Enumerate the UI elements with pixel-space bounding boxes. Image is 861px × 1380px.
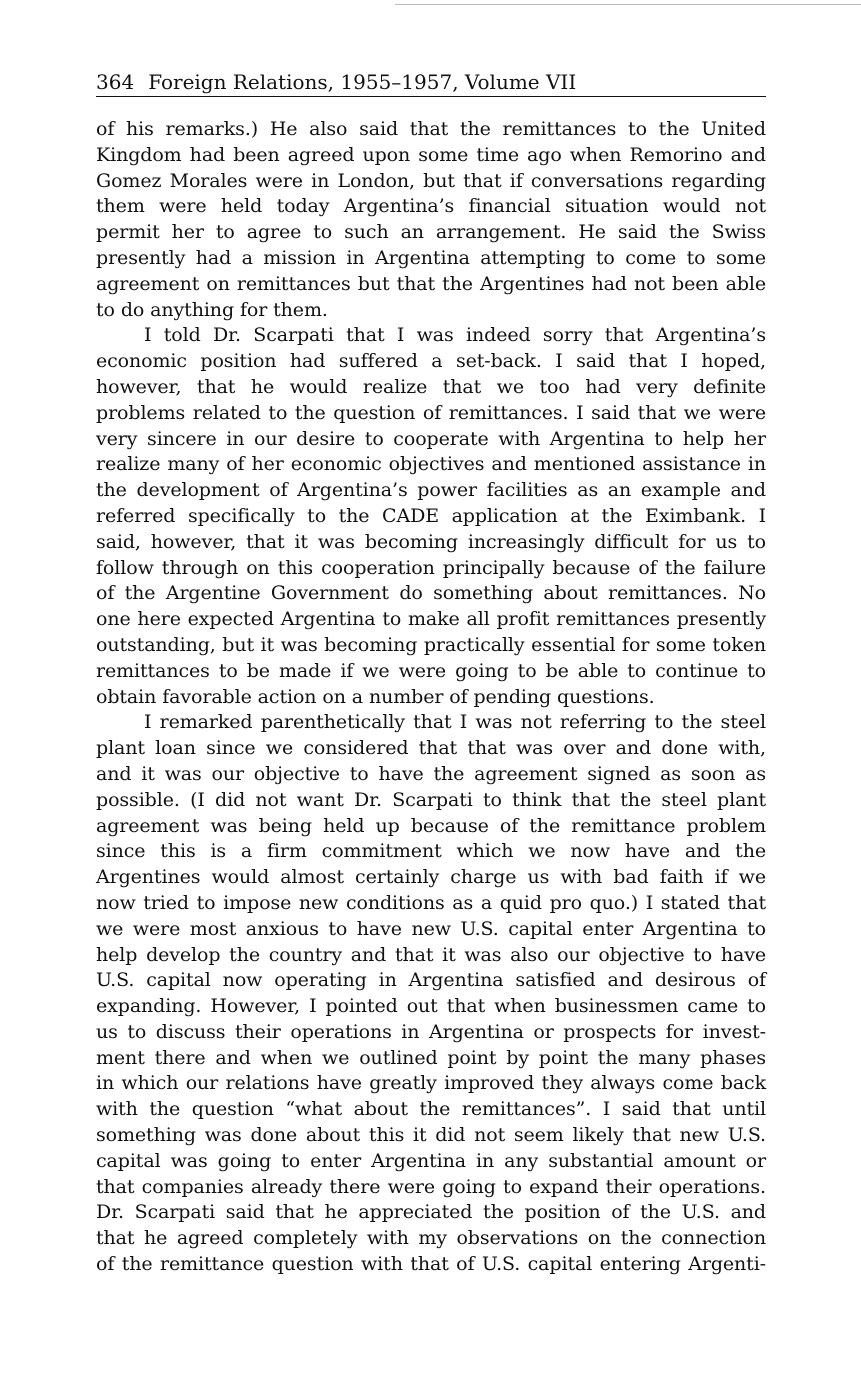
publication-title: Foreign Relations, 1955–1957, Volume VII: [148, 70, 577, 94]
text-line: we were most anxious to have new U.S. capital enter Argentina to: [96, 917, 766, 940]
text-line: presently had a mission in Argentina attempting to come to some: [96, 246, 766, 269]
text-line: agreement was being held up because of the remittance problem: [96, 814, 766, 837]
text-line: however, that he would realize that we too had very definite: [96, 375, 766, 398]
text-line: the development of Argentina’s power facilities as an example and: [96, 479, 766, 502]
text-line: help develop the country and that it was also our objective to have: [96, 943, 766, 966]
text-line: said, however, that it was becoming increasingly difficult for us to: [96, 530, 766, 553]
text-line: remittances to be made if we were going to be able to continue to: [96, 659, 766, 682]
text-line: in which our relations have greatly improved they always come back: [96, 1072, 766, 1095]
text-line: now tried to impose new conditions as a quid pro quo.) I stated that: [96, 891, 766, 914]
text-line: outstanding, but it was becoming practically essential for some token: [96, 633, 766, 656]
text-line: Gomez Morales were in London, but that if conversations regarding: [96, 169, 766, 192]
text-line: that companies already there were going to expand their operations.: [96, 1175, 766, 1198]
text-line: possible. (I did not want Dr. Scarpati to think that the steel plant: [96, 788, 766, 811]
text-line: I told Dr. Scarpati that I was indeed sorry that Argentina’s: [144, 324, 766, 347]
text-line: one here expected Argentina to make all profit remittances presently: [96, 608, 766, 631]
text-line: them were held today Argentina’s financial situation would not: [96, 195, 766, 218]
text-line: expanding. However, I pointed out that when businessmen came to: [96, 995, 766, 1018]
text-line: to do anything for them.: [96, 298, 328, 321]
text-line: realize many of her economic objectives and mentioned assistance in: [96, 453, 766, 476]
running-head: [96, 68, 766, 97]
text-line: since this is a firm commitment which we now have and the: [96, 840, 766, 863]
text-line: agreement on remittances but that the Argentines had not been able: [96, 272, 766, 295]
page-number: 364: [96, 70, 135, 94]
text-line: something was done about this it did not seem likely that new U.S.: [96, 1124, 766, 1147]
paragraph: [96, 323, 766, 710]
text-line: follow through on this cooperation principally because of the failure: [96, 556, 766, 579]
paragraph: [96, 117, 766, 323]
text-line: Argentines would almost certainly charge us with bad faith if we: [96, 866, 766, 889]
text-line: I remarked parenthetically that I was not referring to the steel: [144, 711, 766, 734]
text-line: of his remarks.) He also said that the remittances to the United: [96, 118, 766, 140]
text-line: referred specifically to the CADE application at the Eximbank. I: [96, 504, 766, 527]
text-line: of the Argentine Government do something about remittances. No: [96, 582, 766, 605]
text-line: permit her to agree to such an arrangement. He said the Swiss: [96, 221, 766, 244]
text-line: us to discuss their operations in Argentina or prospects for invest-: [96, 1020, 766, 1043]
text-line: of the remittance question with that of U.S. capital entering Argenti-: [96, 1253, 766, 1276]
top-edge-rule: [395, 4, 861, 5]
text-line: Kingdom had been agreed upon some time ago when Remorino and: [96, 143, 766, 166]
paragraph: [96, 710, 766, 1278]
body-text: [96, 117, 766, 1278]
text-line: obtain favorable action on a number of pending questions.: [96, 685, 655, 708]
text-line: and it was our objective to have the agreement signed as soon as: [96, 762, 766, 785]
text-line: problems related to the question of remittances. I said that we were: [96, 401, 766, 424]
text-line: capital was going to enter Argentina in any substantial amount or: [96, 1149, 766, 1172]
text-line: Dr. Scarpati said that he appreciated the position of the U.S. and: [96, 1201, 766, 1224]
text-line: plant loan since we considered that that was over and done with,: [96, 737, 766, 760]
text-line: ment there and when we outlined point by point the many phases: [96, 1046, 766, 1069]
text-line: that he agreed completely with my observations on the connection: [96, 1227, 766, 1250]
text-line: U.S. capital now operating in Argentina satisfied and desirous of: [96, 969, 766, 992]
text-line: economic position had suffered a set-back. I said that I hoped,: [96, 350, 766, 373]
text-line: with the question “what about the remittances”. I said that until: [96, 1098, 766, 1121]
text-line: very sincere in our desire to cooperate with Argentina to help her: [96, 427, 766, 450]
